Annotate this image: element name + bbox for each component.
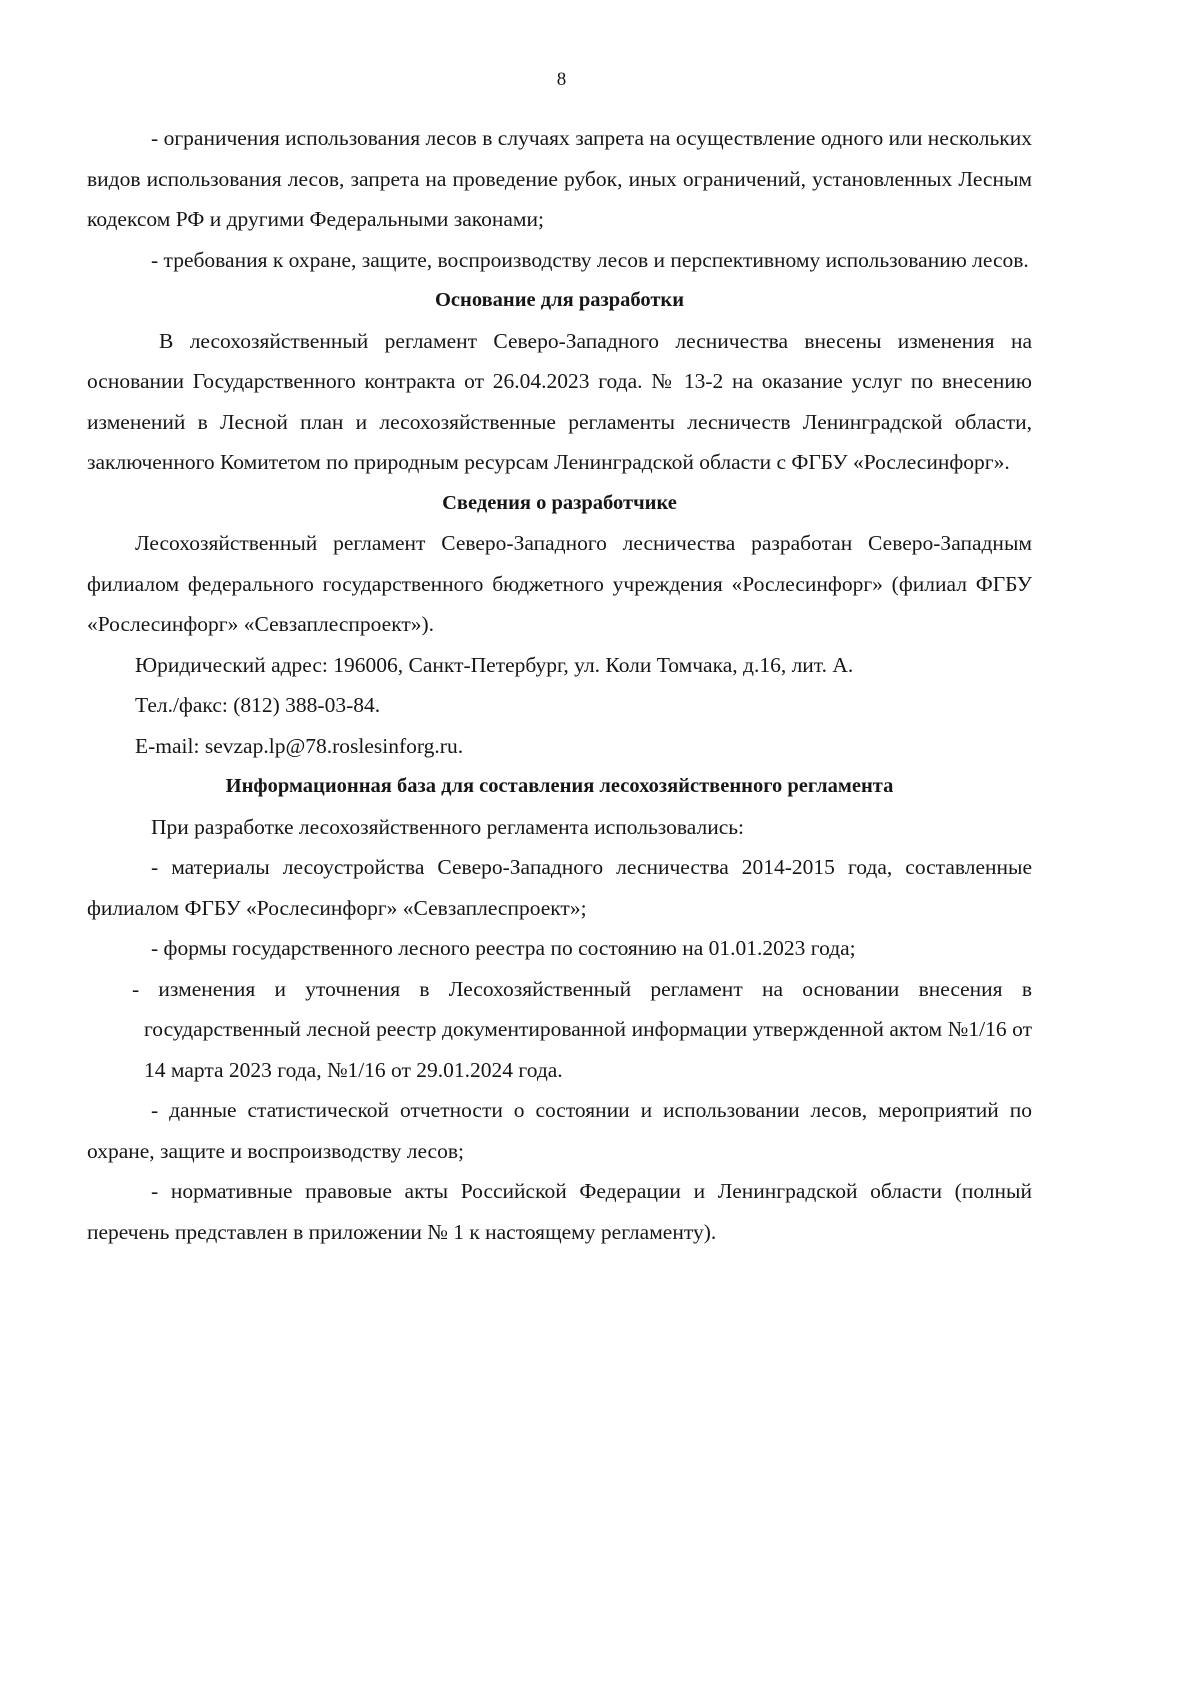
- basis-heading: Основание для разработки: [434, 289, 685, 311]
- developer-email: E-mail: sevzap.lp@78.roslesinforg.ru.: [135, 733, 464, 758]
- info-base-item: - изменения и уточнения в Лесохозяйственный регламент на основании внесения в государственный лесной реестр документированной информации утвержденной актом №1/16 от 14 марта 2023 года, №1/16 от 29.01.2024 года.: [132, 976, 1032, 1082]
- info-base-item: - формы государственного лесного реестра по состоянию на 01.01.2023 года;: [151, 936, 856, 960]
- info-base-item: - данные статистической отчетности о состоянии и использовании лесов, мероприятий по охране, защите и воспроизводству лесов;: [87, 1098, 1032, 1163]
- page-number: 8: [556, 69, 567, 90]
- info-base-heading: Информационная база для составления лесохозяйственного регламента: [225, 775, 894, 797]
- basis-paragraph: В лесохозяйственный регламент Северо-Западного лесничества внесены изменения на основании Государственного контракта от 26.04.2023 года. № 13-2 на оказание услуг по внесению изменений в Лесной план и лесохозяйственные регламенты лесничеств Ленинградской области, заключенного Комитетом по природным ресурсам Ленинградской области с ФГБУ «Рослесинфорг».: [87, 328, 1032, 474]
- developer-phone: Тел./факс: (812) 388-03-84.: [135, 693, 381, 717]
- intro-item: - ограничения использования лесов в случаях запрета на осуществление одного или нескольких видов использования лесов, запрета на проведение рубок, иных ограничений, установленных Лесным кодексом РФ и другими Федеральными законами;: [87, 126, 1032, 231]
- intro-item: - требования к охране, защите, воспроизводству лесов и перспективному использованию лесов.: [151, 247, 1029, 272]
- info-base-item: - материалы лесоустройства Северо-Западного лесничества 2014-2015 года, составленные филиалом ФГБУ «Рослесинфорг» «Севзаплеспроект»;: [87, 855, 1032, 920]
- developer-paragraph: Лесохозяйственный регламент Северо-Западного лесничества разработан Северо-Западным филиалом федерального государственного бюджетного учреждения «Рослесинфорг» (филиал ФГБУ «Рослесинфорг» «Севзаплеспроект»).: [87, 531, 1032, 636]
- developer-heading: Сведения о разработчике: [442, 491, 677, 514]
- developer-address: Юридический адрес: 196006, Санкт-Петербург, ул. Коли Томчака, д.16, лит. А.: [135, 652, 854, 677]
- info-base-item: - нормативные правовые акты Российской Федерации и Ленинградской области (полный перечень представлен в приложении № 1 к настоящему регламенту).: [87, 1179, 1032, 1244]
- info-base-intro: При разработке лесохозяйственного регламента использовались:: [151, 814, 745, 839]
- page-content: [87, 118, 1032, 1252]
